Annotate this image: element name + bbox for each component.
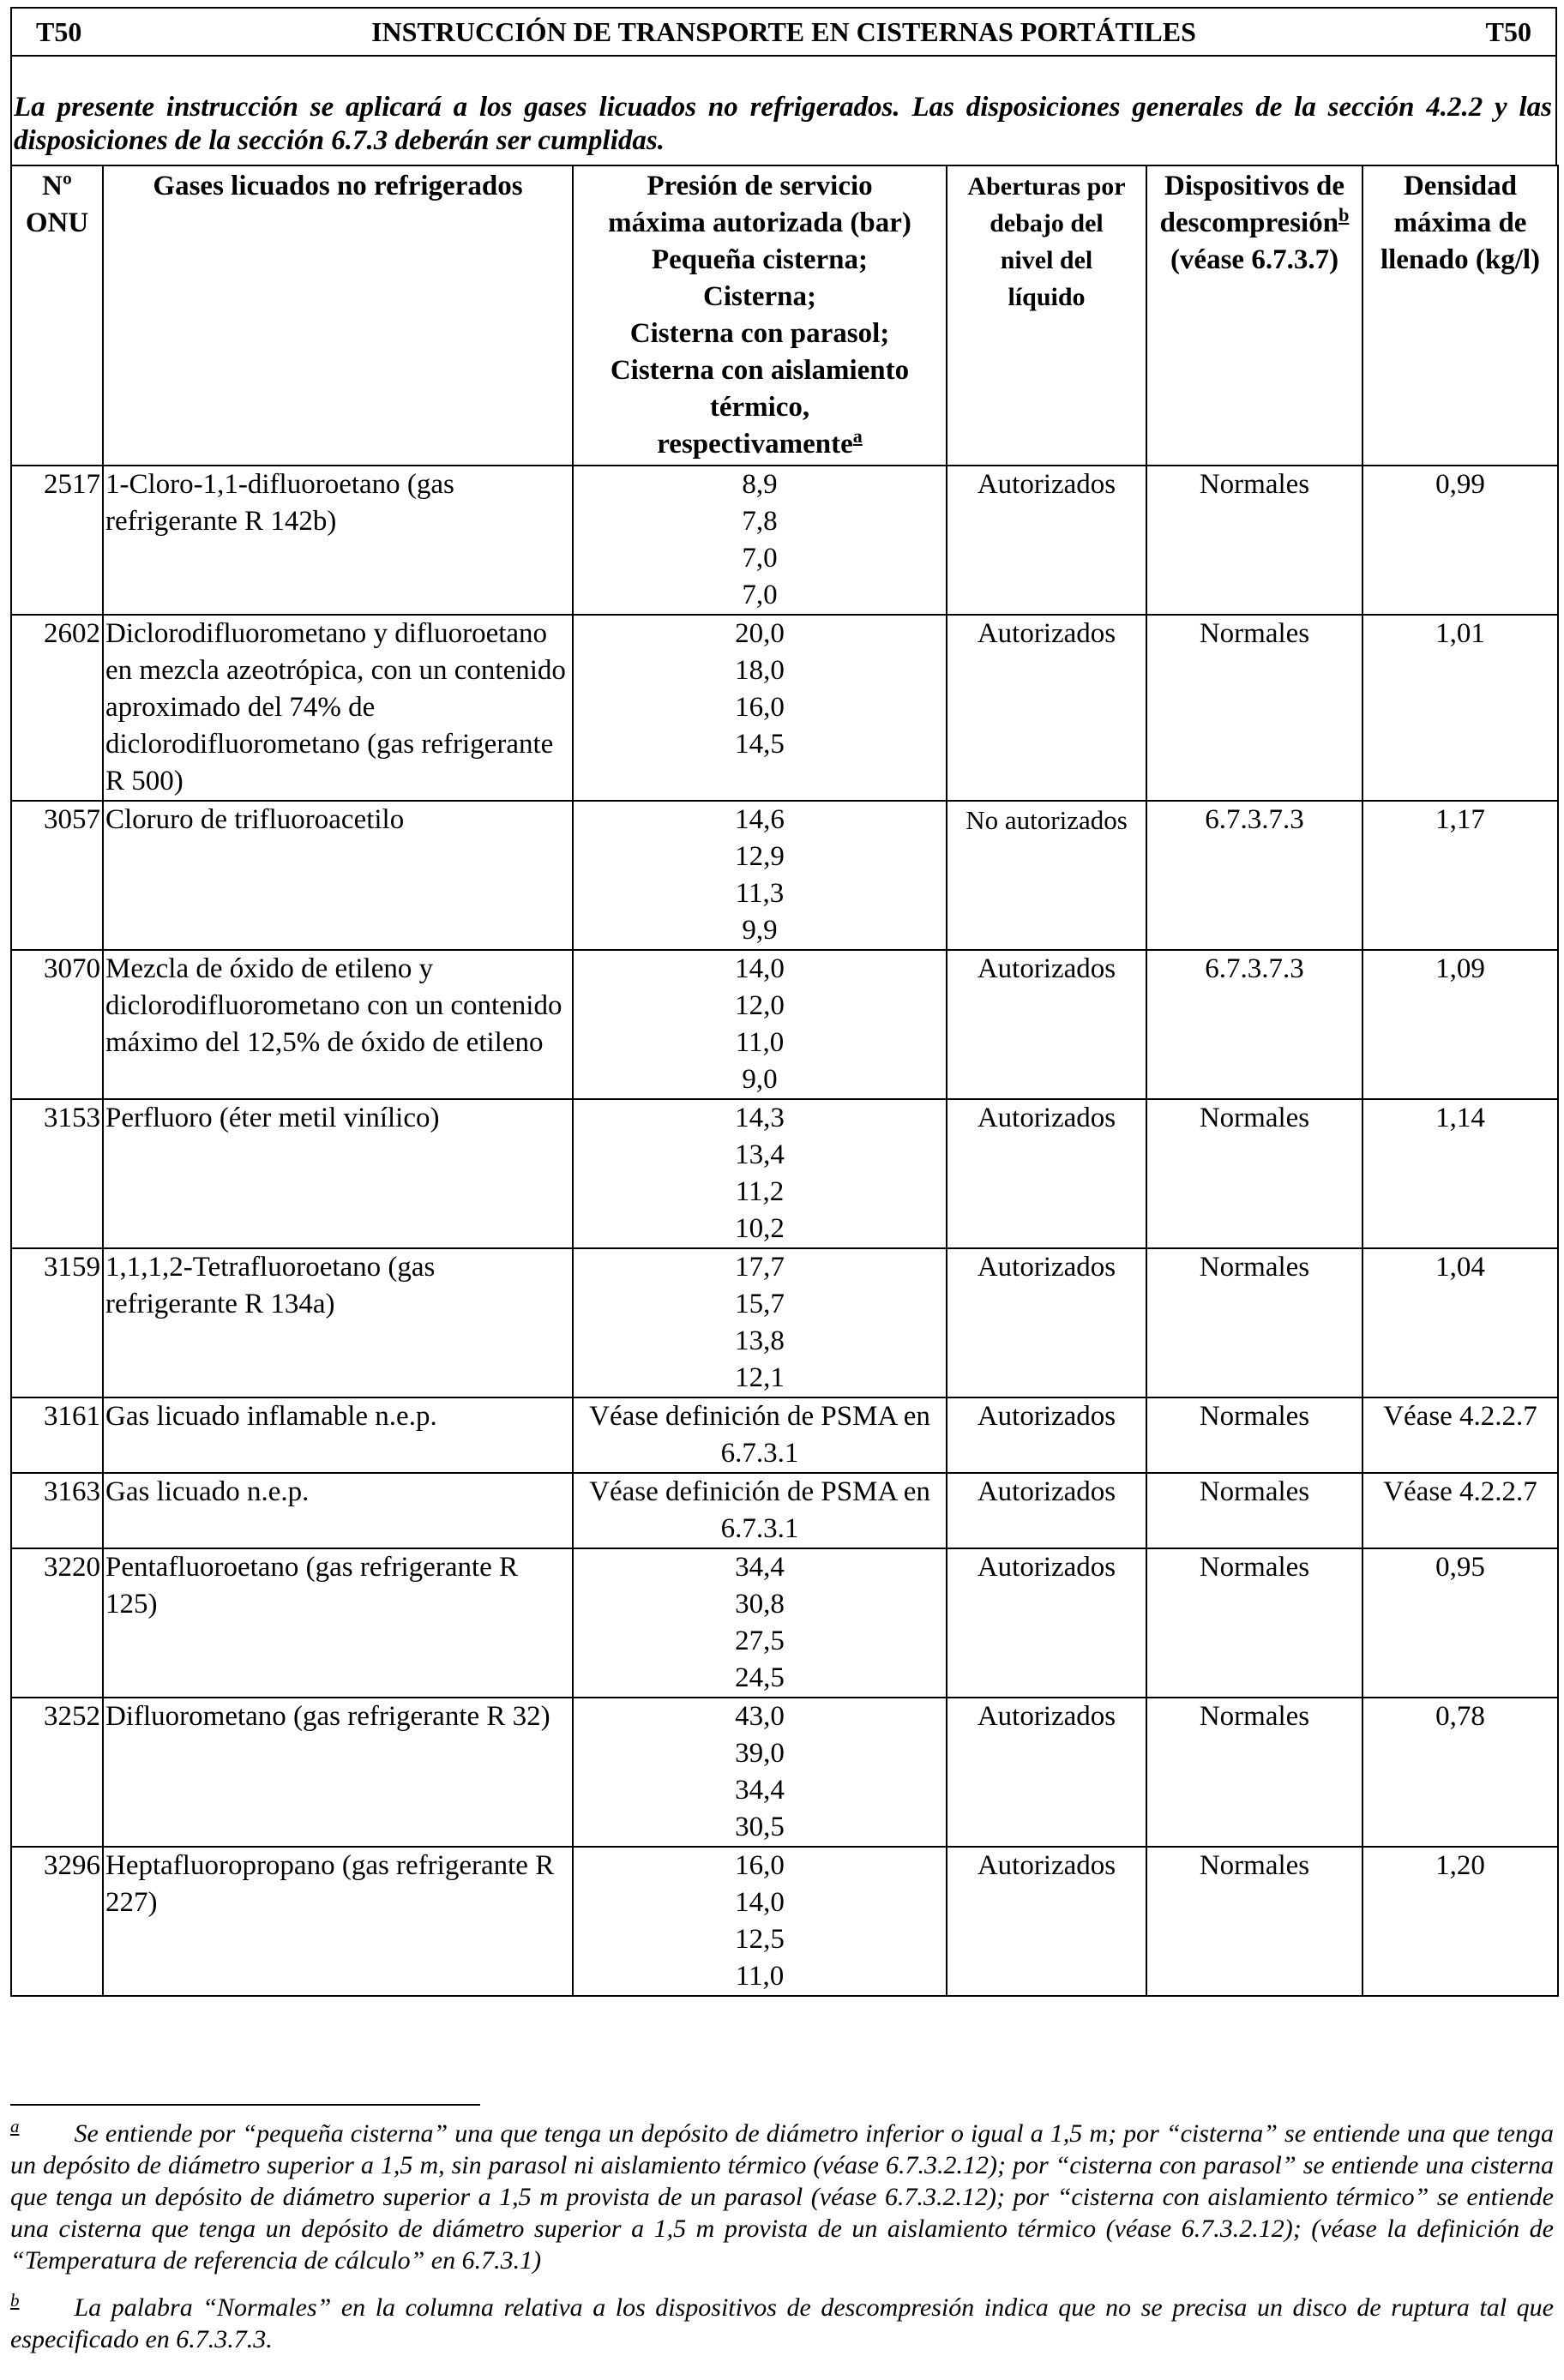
relief-cell: Normales	[1146, 615, 1362, 801]
pressure-value: 34,4	[735, 1775, 785, 1806]
table-row	[11, 1548, 1558, 1698]
density-cell: 1,17	[1362, 801, 1558, 950]
table-row	[11, 1847, 1558, 1996]
un-number-cell: 3159	[11, 1248, 103, 1397]
table-header-row	[11, 165, 1558, 466]
footnote-text: Se entiende por “pequeña cisterna” una que tenga un depósito de diámetro inferior o igual a 1,5 m; por “cisterna” se entiende una que tenga un depósito de diámetro superior a 1,5 m, sin parasol ni aislamiento térmico (véase 6.7.3.2.12); por “cisterna con parasol” se entiende una cisterna que tenga un depósito de diámetro superior a 1,5 m provista de un parasol (véase 6.7.3.2.12); por “cisterna con aislamiento térmico” se entiende una cisterna que tenga un depósito de diámetro superior a 1,5 m provista de un aislamiento térmico (véase 6.7.3.2.12); (véase la definición de “Temperatura de referencia de cálculo” en 6.7.3.1)	[10, 2119, 1554, 2275]
relief-cell: Normales	[1146, 1847, 1362, 1996]
pressure-value: 7,0	[742, 543, 778, 574]
openings-cell: Autorizados	[947, 1248, 1146, 1397]
table-row	[11, 1397, 1558, 1473]
openings-cell: Autorizados	[947, 1548, 1146, 1698]
density-cell: 0,95	[1362, 1548, 1558, 1698]
pressure-value: 10,2	[735, 1213, 785, 1244]
pressure-value: 14,5	[735, 729, 785, 760]
instruction-code-left: T50	[36, 15, 82, 47]
pressure-value: 20,0	[735, 618, 785, 649]
col-header-un	[11, 165, 103, 466]
pressure-value: 11,2	[735, 1176, 785, 1207]
pressure-value: 27,5	[735, 1626, 785, 1656]
openings-cell: Autorizados	[947, 615, 1146, 801]
footnote-text: La palabra “Normales” en la columna relativa a los dispositivos de descompresión indica que no se precisa un disco de ruptura tal que especificado en 6.7.3.7.3.	[10, 2293, 1554, 2353]
instruction-code-right: T50	[1485, 15, 1531, 47]
density-cell: Véase 4.2.2.7	[1362, 1473, 1558, 1548]
pressure-value: 11,0	[735, 1027, 785, 1058]
col-header-pressure-line: térmico,	[709, 392, 810, 423]
footnote-a-ref: a	[852, 425, 863, 447]
footnote-b	[10, 2292, 1554, 2355]
pressure-value: 11,3	[735, 878, 785, 909]
table-row	[11, 1473, 1558, 1548]
gas-name-cell: Gas licuado n.e.p.	[103, 1473, 573, 1548]
gas-name-cell: Gas licuado inflamable n.e.p.	[103, 1397, 573, 1473]
table-row	[11, 466, 1558, 615]
col-header-pressure-line: respectivamente$^a$	[657, 425, 863, 460]
col-header-pressure-line: Cisterna con aislamiento	[610, 355, 910, 386]
col-header-relief-line2: descompresión	[1159, 207, 1339, 238]
gas-name-cell: 1-Cloro-1,1-difluoroetano (gas refrigerante R 142b)	[103, 466, 573, 615]
un-number-cell: 3296	[11, 1847, 103, 1996]
relief-cell: Normales	[1146, 466, 1362, 615]
gas-name-cell: Pentafluoroetano (gas refrigerante R 125)	[103, 1548, 573, 1698]
relief-cell: Normales	[1146, 1099, 1362, 1248]
openings-cell: Autorizados	[947, 1397, 1146, 1473]
footnote-mark: a	[10, 2116, 20, 2137]
col-header-pressure-line: Presión de servicio	[647, 171, 873, 201]
pressure-value: 14,3	[735, 1103, 785, 1133]
pressure-cell	[573, 466, 947, 615]
gas-name-cell: Diclorodifluorometano y difluoroetano en mezcla azeotrópica, con un contenido aproximado del 74% de diclorodifluorometano (gas refrigerante R 500)	[103, 615, 573, 801]
openings-cell: Autorizados	[947, 1698, 1146, 1847]
relief-cell: Normales	[1146, 1397, 1362, 1473]
pressure-cell	[573, 1847, 947, 1996]
pressure-value: 30,8	[735, 1589, 785, 1620]
pressure-value: 14,0	[735, 1887, 785, 1918]
pressure-value: 15,7	[735, 1289, 785, 1319]
col-header-un-line2: ONU	[25, 207, 89, 238]
pressure-value: 17,7	[735, 1252, 785, 1283]
pressure-value: 12,9	[735, 841, 785, 872]
openings-cell: Autorizados	[947, 466, 1146, 615]
pressure-value: 34,4	[735, 1552, 785, 1583]
col-header-un-line1: Nº	[42, 171, 72, 201]
instruction-title: INSTRUCCIÓN DE TRANSPORTE EN CISTERNAS PORTÁTILES	[371, 15, 1196, 47]
pressure-cell	[573, 801, 947, 950]
footnote-a	[10, 2118, 1554, 2276]
density-cell: 1,04	[1362, 1248, 1558, 1397]
pressure-value: 16,0	[735, 1850, 785, 1881]
col-header-pressure-line: Cisterna;	[703, 281, 816, 312]
un-number-cell: 2602	[11, 615, 103, 801]
pressure-value: 14,0	[735, 953, 785, 984]
un-number-cell: 3252	[11, 1698, 103, 1847]
density-cell: 1,14	[1362, 1099, 1558, 1248]
density-cell: 1,09	[1362, 950, 1558, 1099]
pressure-value: 18,0	[735, 655, 785, 686]
un-number-cell: 3070	[11, 950, 103, 1099]
openings-cell: Autorizados	[947, 950, 1146, 1099]
col-header-density-line: Densidad	[1403, 171, 1518, 201]
gas-name-cell: Cloruro de trifluoroacetilo	[103, 801, 573, 950]
pressure-value: 8,9	[742, 469, 778, 500]
gas-name-cell: Mezcla de óxido de etileno y diclorodifluorometano con un contenido máximo del 12,5% de óxido de etileno	[103, 950, 573, 1099]
un-number-cell: 3057	[11, 801, 103, 950]
footnote-mark: b	[10, 2290, 20, 2311]
gas-name-cell: 1,1,1,2-Tetrafluoroetano (gas refrigerante R 134a)	[103, 1248, 573, 1397]
col-header-pressure	[573, 165, 947, 466]
pressure-value: Véase definición de PSMA en 6.7.3.1	[589, 1476, 930, 1544]
col-header-density-line: llenado (kg/l)	[1380, 244, 1541, 275]
table-row	[11, 1698, 1558, 1847]
un-number-cell: 3163	[11, 1473, 103, 1548]
un-number-cell: 3153	[11, 1099, 103, 1248]
pressure-value: 30,5	[735, 1812, 785, 1842]
openings-cell: Autorizados	[947, 1847, 1146, 1996]
pressure-cell	[573, 1397, 947, 1473]
pressure-value: 39,0	[735, 1738, 785, 1769]
table-row	[11, 1248, 1558, 1397]
col-header-openings-line: Aberturas por	[967, 172, 1126, 201]
table-row	[11, 801, 1558, 950]
table-row	[11, 950, 1558, 1099]
relief-cell: Normales	[1146, 1473, 1362, 1548]
density-cell: Véase 4.2.2.7	[1362, 1397, 1558, 1473]
relief-cell: 6.7.3.7.3	[1146, 950, 1362, 1099]
openings-cell: No autorizados	[947, 801, 1146, 950]
pressure-value: 13,4	[735, 1139, 785, 1170]
pressure-value: 43,0	[735, 1701, 785, 1732]
relief-cell: Normales	[1146, 1248, 1362, 1397]
un-number-cell: 3161	[11, 1397, 103, 1473]
gas-name-cell: Perfluoro (éter metil vinílico)	[103, 1099, 573, 1248]
col-header-openings-line: líquido	[1008, 283, 1086, 311]
openings-cell: Autorizados	[947, 1099, 1146, 1248]
footnotes	[10, 2118, 1554, 2371]
col-header-openings-line: debajo del	[990, 209, 1104, 237]
un-number-cell: 3220	[11, 1548, 103, 1698]
relief-cell: 6.7.3.7.3	[1146, 801, 1362, 950]
col-header-pressure-line: Pequeña cisterna;	[651, 244, 869, 275]
pressure-cell	[573, 950, 947, 1099]
col-header-pressure-line: Cisterna con parasol;	[629, 318, 890, 349]
pressure-value: 11,0	[735, 1961, 785, 1992]
pressure-value: 9,9	[742, 915, 778, 946]
pressure-value: 14,6	[735, 804, 785, 835]
pressure-value: Véase definición de PSMA en 6.7.3.1	[589, 1401, 930, 1469]
col-header-density	[1362, 165, 1558, 466]
col-header-pressure-line: máxima autorizada (bar)	[608, 207, 911, 238]
col-header-openings-line: nivel del	[1000, 246, 1093, 274]
col-header-openings	[947, 165, 1146, 466]
pressure-value: 12,0	[735, 990, 785, 1021]
relief-cell: Normales	[1146, 1698, 1362, 1847]
footnote-b-ref: b	[1338, 204, 1350, 225]
table-row	[11, 615, 1558, 801]
gas-table	[10, 165, 1559, 1997]
pressure-value: 7,8	[742, 506, 778, 537]
gas-name-cell: Heptafluoropropano (gas refrigerante R 227)	[103, 1847, 573, 1996]
col-header-density-line: máxima de	[1393, 207, 1527, 238]
intro-paragraph: La presente instrucción se aplicará a los gases licuados no refrigerados. Las disposiciones generales de la sección 4.2.2 y las disposiciones de la sección 6.7.3 deberán ser cumplidas.	[10, 55, 1557, 165]
col-header-relief	[1146, 165, 1362, 466]
pressure-cell	[573, 1248, 947, 1397]
density-cell: 0,78	[1362, 1698, 1558, 1847]
col-header-gas: Gases licuados no refrigerados	[103, 165, 573, 466]
pressure-value: 9,0	[742, 1064, 778, 1095]
pressure-cell	[573, 1473, 947, 1548]
table-row	[11, 1099, 1558, 1248]
pressure-value: 12,1	[735, 1362, 785, 1393]
pressure-value: 12,5	[735, 1924, 785, 1955]
un-number-cell: 2517	[11, 466, 103, 615]
density-cell: 1,20	[1362, 1847, 1558, 1996]
density-cell: 0,99	[1362, 466, 1558, 615]
pressure-value: 16,0	[735, 692, 785, 723]
density-cell: 1,01	[1362, 615, 1558, 801]
pressure-value: 13,8	[735, 1325, 785, 1356]
footnote-rule	[10, 2104, 480, 2106]
pressure-value: 7,0	[742, 580, 778, 610]
pressure-cell	[573, 1698, 947, 1847]
pressure-cell	[573, 1548, 947, 1698]
header-bar	[10, 7, 1557, 55]
col-header-relief-line1: Dispositivos de	[1164, 171, 1344, 201]
instruction-sheet	[10, 7, 1557, 1997]
pressure-cell	[573, 1099, 947, 1248]
col-header-relief-line3: (véase 6.7.3.7)	[1170, 244, 1339, 275]
relief-cell: Normales	[1146, 1548, 1362, 1698]
gas-name-cell: Difluorometano (gas refrigerante R 32)	[103, 1698, 573, 1847]
pressure-cell	[573, 615, 947, 801]
pressure-value: 24,5	[735, 1662, 785, 1693]
openings-cell: Autorizados	[947, 1473, 1146, 1548]
